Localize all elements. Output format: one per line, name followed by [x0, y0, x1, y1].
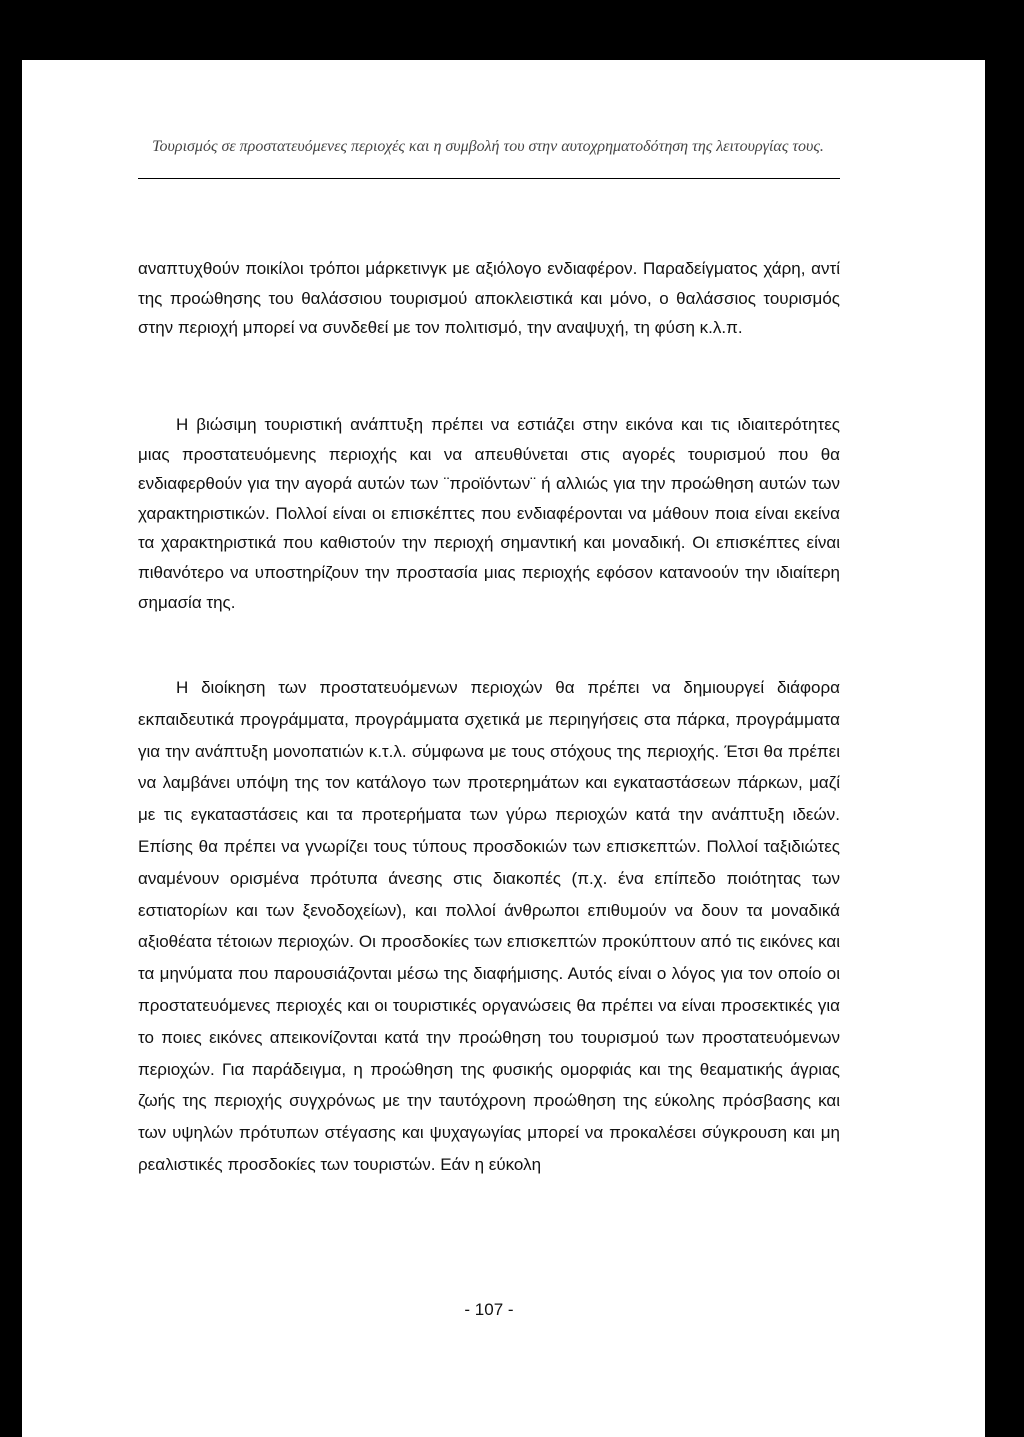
running-header: Τουρισμός σε προστατευόμενες περιοχές και η συμβολή του στην αυτοχρηματοδότηση της λειτουργίας τους.	[152, 138, 824, 155]
header-divider	[138, 178, 840, 179]
paragraph-3: Η διοίκηση των προστατευόμενων περιοχών θα πρέπει να δημιουργεί διάφορα εκπαιδευτικά προγράμματα, προγράμματα σχετικά με περιηγήσεις στα πάρκα, προγράμματα για την ανάπτυξη μονοπατιών κ.τ.λ. σύμφωνα με τους στόχους της περιοχής. Έτσι θα πρέπει να λαμβάνει υπόψη της τον κατάλογο των προτερημάτων και εγκαταστάσεων πάρκων, μαζί με τις εγκαταστάσεις και τα προτερήματα των γύρω περιοχών κατά την ανάπτυξη ιδεών. Επίσης θα πρέπει να γνωρίζει τους τύπους προσδοκιών των επισκεπτών. Πολλοί ταξιδιώτες αναμένουν ορισμένα πρότυπα άνεσης στις διακοπές (π.χ. ένα επίπεδο ποιότητας των εστιατορίων και των ξενοδοχείων), και πολλοί άνθρωποι επιθυμούν να δουν τα μοναδικά αξιοθέατα τέτοιων περιοχών. Οι προσδοκίες των επισκεπτών προκύπτουν από τις εικόνες και τα μηνύματα που παρουσιάζονται μέσω της διαφήμισης. Αυτός είναι ο λόγος για τον οποίο οι προστατευόμενες περιοχές και οι τουριστικές οργανώσεις θα πρέπει να είναι προσεκτικές για το ποιες εικόνες απεικονίζονται κατά την προώθηση του τουρισμού των προστατευόμενων περιοχών. Για παράδειγμα, η προώθηση της φυσικής ομορφιάς και της θεαματικής άγριας ζωής της περιοχής συγχρόνως με την ταυτόχρονη προώθηση της εύκολης πρόσβασης και των υψηλών πρότυπων στέγασης και ψυχαγωγίας μπορεί να προκαλέσει σύγκρουση και μη ρεαλιστικές προσδοκίες των τουριστών. Εάν η εύκολη	[138, 678, 840, 1174]
paragraph-2: Η βιώσιμη τουριστική ανάπτυξη πρέπει να εστιάζει στην εικόνα και τις ιδιαιτερότητες μιας προστατευόμενης περιοχής και να απευθύνεται στις αγορές τουρισμού που θα ενδιαφερθούν για την αγορά αυτών των ¨προϊόντων¨ ή αλλιώς για την προώθηση αυτών των χαρακτηριστικών. Πολλοί είναι οι επισκέπτες που ενδιαφέρονται να μάθουν ποια είναι εκείνα τα χαρακτηριστικά που καθιστούν την περιοχή σημαντική και μοναδική. Οι επισκέπτες είναι πιθανότερο να υποστηρίζουν την προστασία μιας περιοχής εφόσον κατανοούν την ιδιαίτερη σημασία της.	[138, 415, 840, 612]
page-number: - 107 -	[464, 1300, 514, 1319]
paragraph-1: αναπτυχθούν ποικίλοι τρόποι μάρκετινγκ με αξιόλογο ενδιαφέρον. Παραδείγματος χάρη, αντί της προώθησης του θαλάσσιου τουρισμού αποκλειστικά και μόνο, ο θαλάσσιος τουρισμός στην περιοχή μπορεί να συνδεθεί με τον πολιτισμό, την αναψυχή, τη φύση κ.λ.π.	[138, 259, 840, 338]
